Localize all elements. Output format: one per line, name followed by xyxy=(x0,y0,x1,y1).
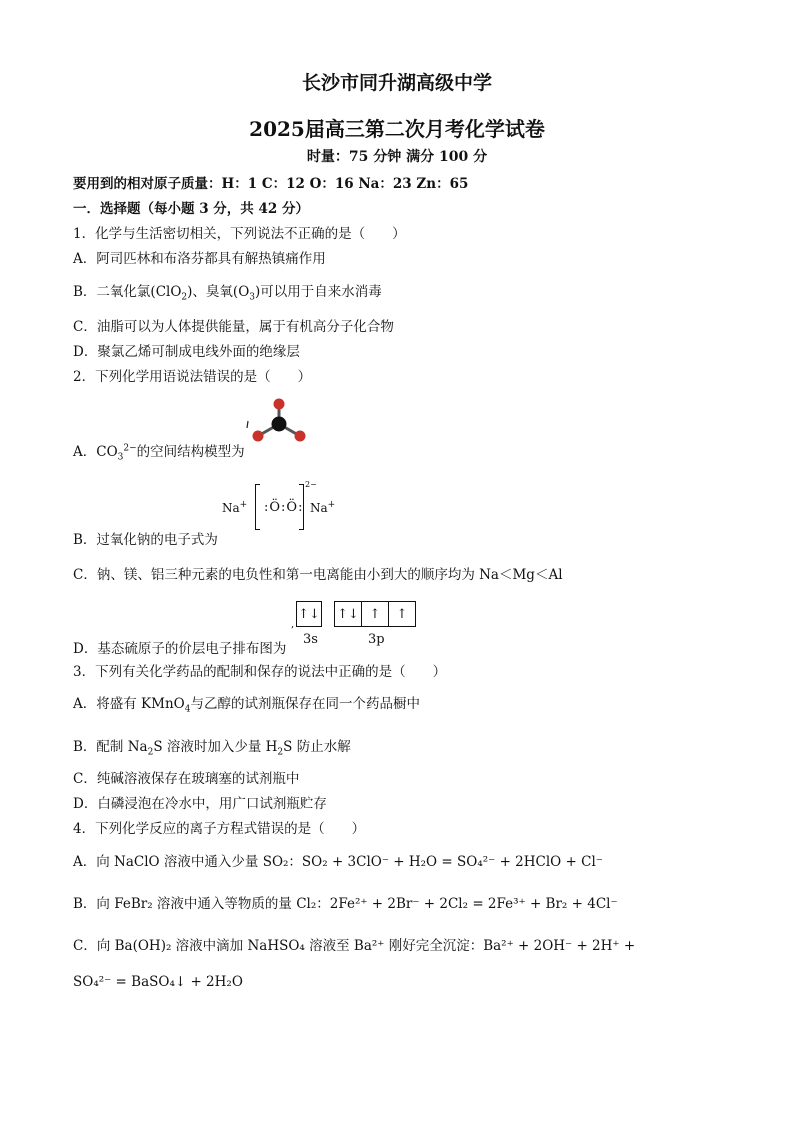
oxygen-atom xyxy=(274,399,285,410)
q1-b-clo2-sub: 2 xyxy=(181,292,188,303)
q3-a-suffix: 与乙醇的试剂瓶保存在同一个药品橱中 xyxy=(190,696,420,712)
q1-option-d: D．聚氯乙烯可制成电线外面的绝缘层 xyxy=(73,344,300,360)
na-symbol: Na xyxy=(310,501,328,515)
q1-option-b xyxy=(73,280,382,303)
q3-b-sub-2: 2 xyxy=(277,747,284,758)
peroxide-charge: 2− xyxy=(305,480,317,489)
q3-option-a xyxy=(73,692,420,715)
q1-b-o3: (O xyxy=(232,284,250,300)
q3-option-b xyxy=(73,735,351,758)
q4-option-c-line1: C．向 Ba(OH)₂ 溶液中滴加 NaHSO₄ 溶液至 Ba²⁺ 刚好完全沉淀：Ba²⁺ + 2OH⁻ + 2H⁺ + xyxy=(73,938,636,954)
q1-b-clo2: (ClO xyxy=(150,284,182,300)
q1-b-middle: )、臭氧 xyxy=(187,284,233,300)
q4-option-a: A．向 NaClO 溶液中通入少量 SO₂：SO₂ + 3ClO⁻ + H₂O = SO₄²⁻ + 2HClO + Cl⁻ xyxy=(73,854,603,870)
stray-mark xyxy=(247,421,248,428)
bracket-left xyxy=(255,484,260,530)
orbital-box-3s: ↑↓ xyxy=(296,601,322,627)
orbital-box-3p-1: ↑↓ xyxy=(334,601,362,627)
q1-option-a: A．阿司匹林和布洛芬都具有解热镇痛作用 xyxy=(73,251,326,267)
exam-time-score: 时量：75 分钟 满分 100 分 xyxy=(306,149,488,165)
exam-title: 2025届高三第二次月考化学试卷 xyxy=(249,117,545,141)
q2-option-d: D．基态硫原子的价层电子排布图为 xyxy=(73,641,287,657)
q2-a-sup: 2− xyxy=(123,443,137,454)
oxygen-atom xyxy=(253,431,264,442)
na-symbol: Na xyxy=(222,501,240,515)
q3-b-prefix: B．配制 Na xyxy=(73,739,148,755)
q1-b-suffix: )可以用于自来水消毒 xyxy=(255,284,382,300)
q3-a-prefix: A．将盛有 KMnO xyxy=(73,696,185,712)
bracket-right xyxy=(299,484,304,530)
q2-option-c: C．钠、镁、铝三种元素的电负性和第一电离能由小到大的顺序均为 Na＜Mg＜Al xyxy=(73,567,563,583)
q2-option-a xyxy=(73,440,245,463)
q3-b-sub-1: 2 xyxy=(147,747,154,758)
q4-option-b: B．向 FeBr₂ 溶液中通入等物质的量 Cl₂：2Fe²⁺ + 2Br⁻ + 2Cl₂ = 2Fe³⁺ + Br₂ + 4Cl⁻ xyxy=(73,896,618,912)
section-heading: 一．选择题（每小题 3 分，共 42 分） xyxy=(73,201,309,217)
na-charge: + xyxy=(239,500,248,510)
q2-stem: 2．下列化学用语说法错误的是（ ） xyxy=(73,369,312,385)
q3-b-middle: S 溶液时加入少量 H xyxy=(153,739,278,755)
q3-b-suffix: S 防止水解 xyxy=(283,739,351,755)
orbital-box-3p-3: ↑ xyxy=(388,601,416,627)
stray-mark: , xyxy=(291,619,295,630)
q2-option-b: B．过氧化钠的电子式为 xyxy=(73,532,218,548)
label-3s: 3s xyxy=(303,632,318,647)
carbon-atom xyxy=(272,417,287,432)
q1-stem: 1．化学与生活密切相关，下列说法不正确的是（ ） xyxy=(73,226,406,242)
q2-a-sub: 3 xyxy=(117,452,124,463)
q1-b-o3-sub: 3 xyxy=(249,292,255,303)
q3-a-sub: 4 xyxy=(184,704,191,715)
q3-option-c: C．纯碱溶液保存在玻璃塞的试剂瓶中 xyxy=(73,771,300,787)
na2o2-electron-formula xyxy=(222,482,342,532)
school-name: 长沙市同升湖高级中学 xyxy=(301,72,492,94)
q1-b-prefix: B．二氧化氯 xyxy=(73,284,151,300)
q2-a-suffix: 的空间结构模型为 xyxy=(136,444,245,460)
q2-a-prefix: A．CO xyxy=(73,444,118,460)
orbital-box-3p-2: ↑ xyxy=(361,601,389,627)
oxygen-atom xyxy=(295,431,306,442)
atomic-masses: 要用到的相对原子质量：H：1 C：12 O：16 Na：23 Zn：65 xyxy=(73,176,469,192)
q3-option-d: D．白磷浸泡在冷水中，用广口试剂瓶贮存 xyxy=(73,796,327,812)
carbonate-ball-model xyxy=(244,394,314,448)
peroxide-ion: :Ö:Ö: xyxy=(264,500,304,515)
na-charge: + xyxy=(327,500,336,510)
q4-option-c-line2: SO₄²⁻ = BaSO₄↓ + 2H₂O xyxy=(73,974,243,990)
q3-stem: 3．下列有关化学药品的配制和保存的说法中正确的是（ ） xyxy=(73,664,447,680)
q1-option-c: C．油脂可以为人体提供能量，属于有机高分子化合物 xyxy=(73,319,394,335)
sodium-ion-right xyxy=(310,500,335,515)
label-3p: 3p xyxy=(368,632,385,647)
sodium-ion-left xyxy=(222,500,247,515)
q4-stem: 4．下列化学反应的离子方程式错误的是（ ） xyxy=(73,821,366,837)
